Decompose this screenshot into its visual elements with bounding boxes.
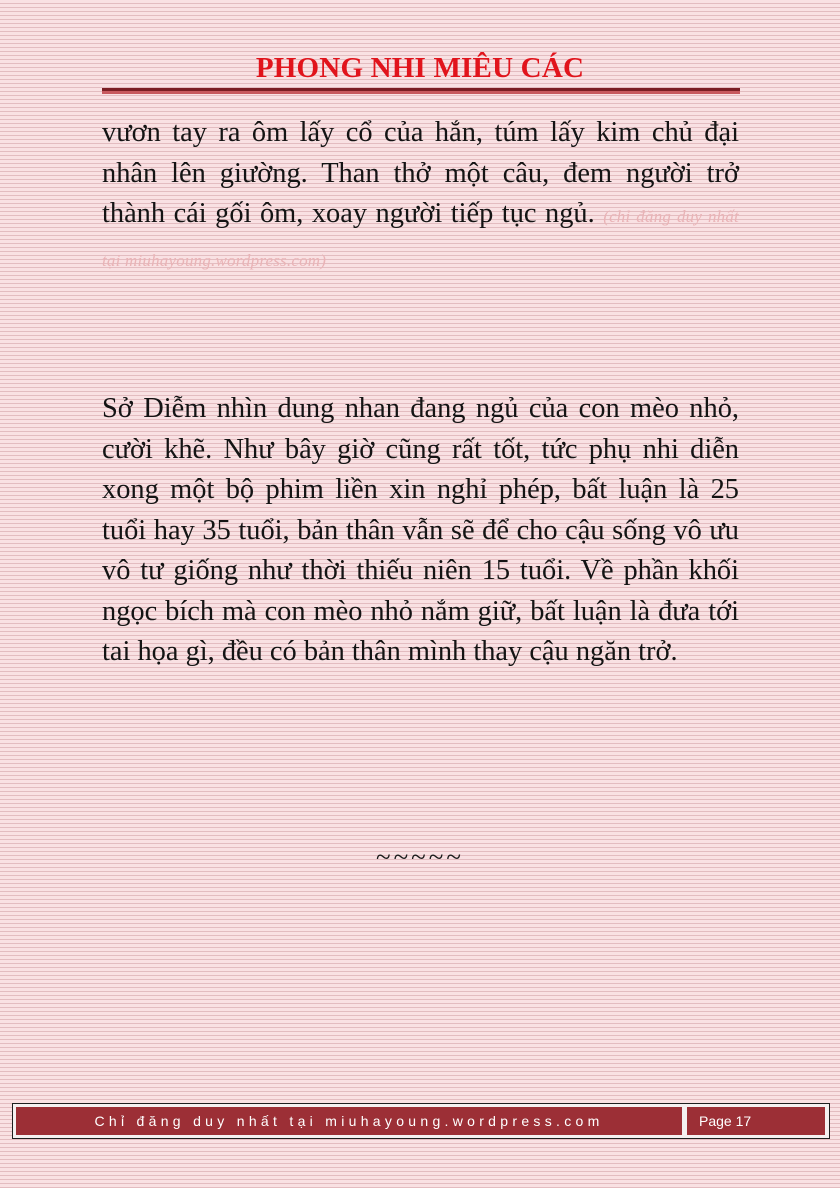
paragraph-2: Sở Diễm nhìn dung nhan đang ngủ của con mèo nhỏ, cười khẽ. Như bây giờ cũng rất tốt, tức phụ nhi diễn xong một bộ phim liền xin nghỉ phép, bất luận là 25 tuổi hay 35 tuổi, bản thân vẫn sẽ để cho cậu sống vô ưu vô tư giống như thời thiếu niên 15 tuổi. Về phần khối ngọc bích mà con mèo nhỏ nắm giữ, bất luận là đưa tới tai họa gì, đều có bản thân mình thay cậu ngăn trở. <box>102 393 739 667</box>
page-footer <box>12 1103 830 1139</box>
footer-site-note: Chỉ đăng duy nhất tại miuhayoung.wordpress.com <box>16 1107 682 1135</box>
paragraph-1-text: vươn tay ra ôm lấy cổ của hắn, túm lấy kim chủ đại nhân lên giường. Than thở một câu, đem người trở thành cái gối ôm, xoay người tiếp tục ngủ. <box>102 117 739 229</box>
footer-page-number: Page 17 <box>687 1107 825 1135</box>
section-divider: ~~~~~ <box>375 842 465 872</box>
header-divider <box>102 88 740 91</box>
paragraph-1 <box>102 113 739 281</box>
watermark-note: (chỉ đăng duy nhất tại miuhayoung.wordpress.com) <box>102 207 739 270</box>
page-header-title: PHONG NHI MIÊU CÁC <box>255 52 585 84</box>
